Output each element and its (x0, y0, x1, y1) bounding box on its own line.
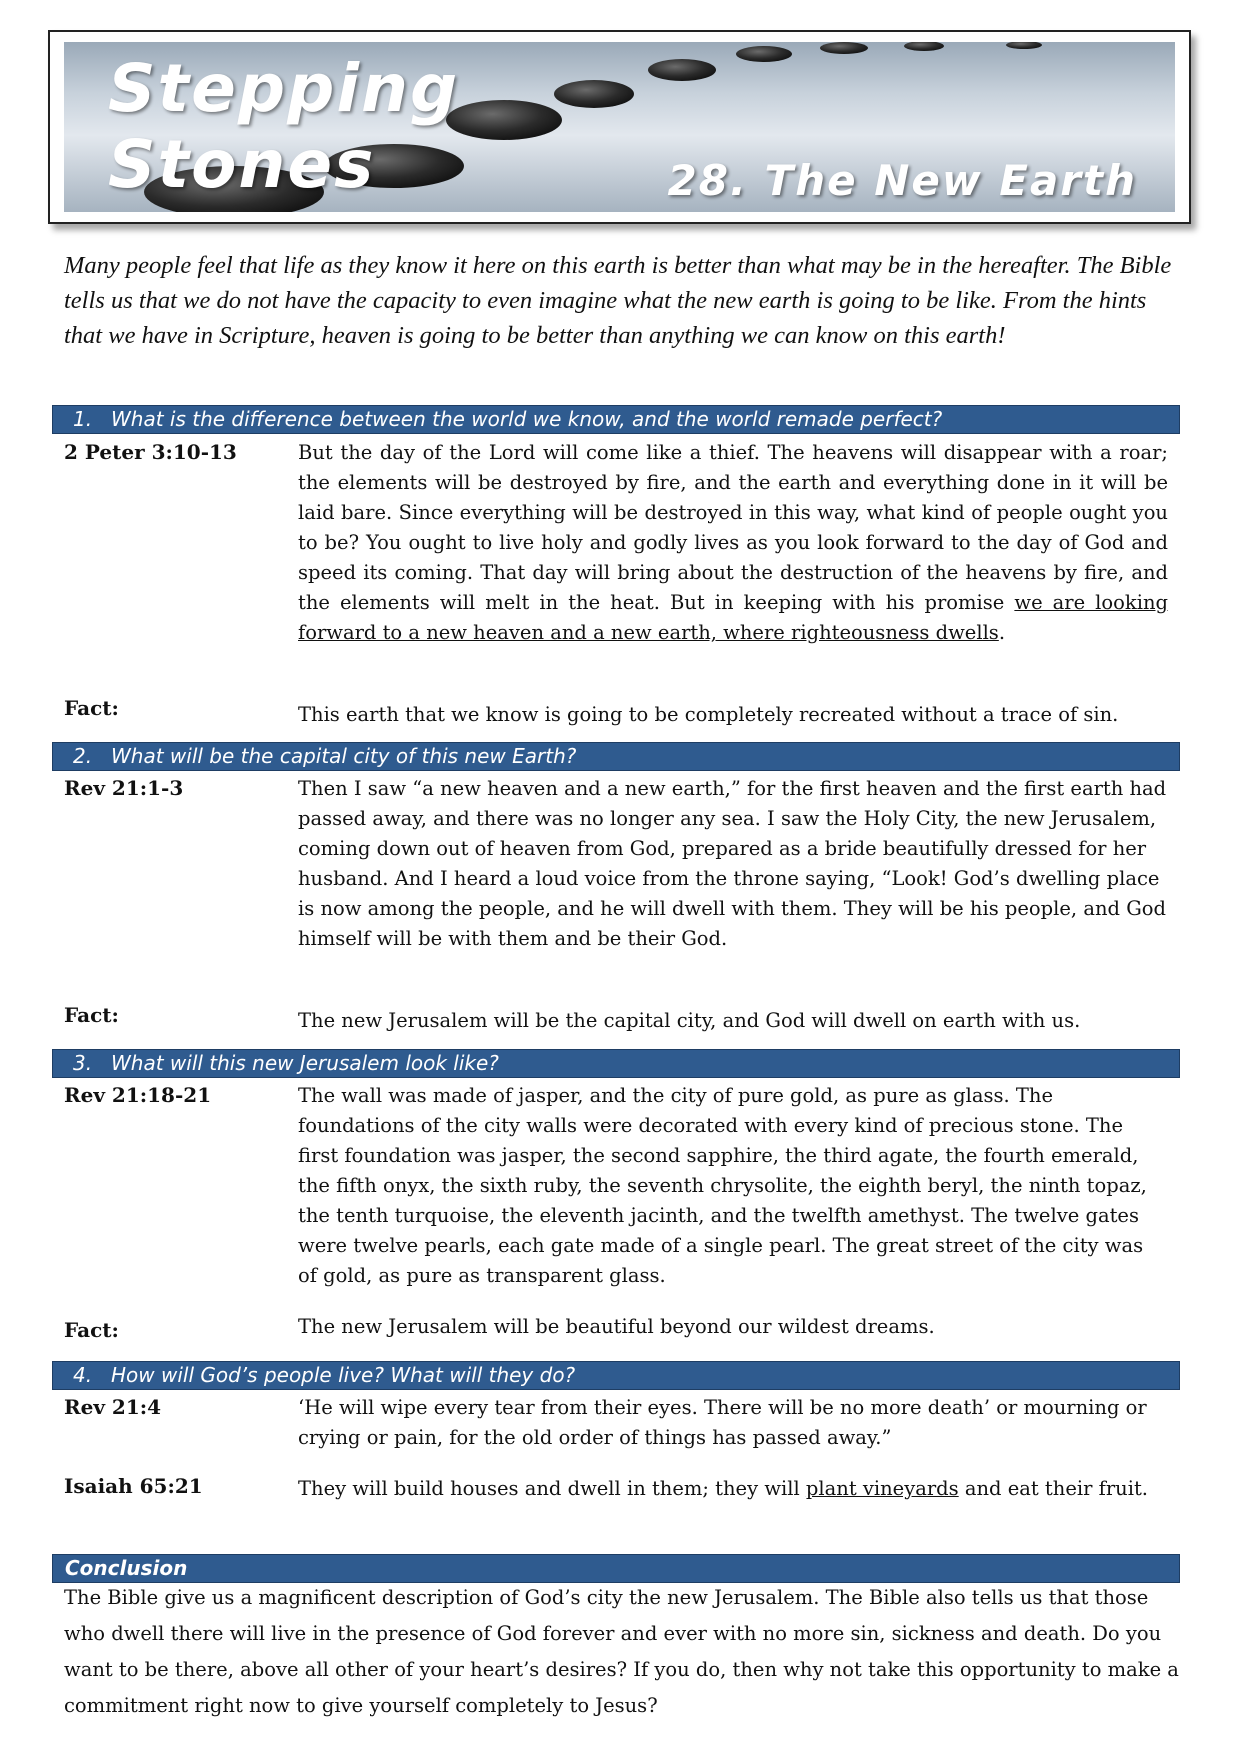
series-title-line1: Stepping (108, 50, 460, 127)
scripture-text-part: But the day of the Lord will come like a thief. The heavens will disappear with a roar; the elements will be destroyed by fire, and the earth and everything done in it will be laid bare. Since everything will be destroyed in this way, what kind of people ought you to be? You ought to live holy and godly lives as you look forward to the day of God and speed its coming. That day will bring about the destruction of the heavens by fire, and the elements will melt in the heat. But in keeping with his promise (298, 441, 1168, 614)
question-number: 3. (73, 1051, 93, 1075)
conclusion-text: The Bible give us a magnificent description of God’s city the new Jerusalem. The Bible also tells us that those who dwell there will live in the presence of God forever and ever with no more sin, sickness and death. Do you want to be there, above all other of your heart’s desires? If you do, then why not take this opportunity to make a commitment right now to give yourself completely to Jesus? (64, 1586, 1179, 1717)
question-2-bar (52, 742, 1180, 771)
scripture-text-part: . (998, 621, 1006, 644)
question-text: What will this new Jerusalem look like? (111, 1051, 499, 1075)
question-number: 2. (73, 744, 93, 768)
header-banner-frame (48, 30, 1191, 224)
fact-text: The new Jerusalem will be beautiful beyond our wildest dreams. (298, 1315, 935, 1338)
series-title-line2: Stones (108, 126, 376, 203)
question-number: 1. (73, 407, 93, 431)
fact-text: This earth that we know is going to be completely recreated without a trace of sin. (298, 703, 1119, 726)
fact-text: The new Jerusalem will be the capital city, and God will dwell on earth with us. (298, 1009, 1081, 1032)
scripture-reference: Isaiah 65:21 (64, 1474, 203, 1498)
underlined-phrase: we are looking forward to a new heaven and a new earth, where righteousness dwells (298, 591, 1168, 644)
scripture-reference: Rev 21:1-3 (64, 776, 184, 800)
fact-label: Fact: (64, 696, 119, 720)
scripture-text-part: They will build houses and dwell in them; they will (298, 1477, 806, 1500)
scripture-reference: Rev 21:18-21 (64, 1083, 212, 1107)
scripture-text (298, 1474, 1168, 1504)
scripture-text: Then I saw “a new heaven and a new earth,” for the first heaven and the first earth had passed away, and there was no longer any sea. I saw the Holy City, the new Jerusalem, coming down out of heaven from God, prepared as a bride beautifully dressed for her husband. And I heard a loud voice from the throne saying, “Look! God’s dwelling place is now among the people, and he will dwell with them. They will be his people, and God himself will be with them and be their God. (298, 777, 1167, 950)
question-3-bar (52, 1049, 1180, 1078)
question-number: 4. (73, 1363, 93, 1387)
header-banner (64, 42, 1175, 212)
fact-label: Fact: (64, 1318, 119, 1342)
scripture-reference: 2 Peter 3:10-13 (64, 440, 237, 464)
scripture-text: ‘He will wipe every tear from their eyes. There will be no more death’ or mourning or crying or pain, for the old order of things has passed away.” (298, 1396, 1147, 1449)
conclusion-bar: Conclusion (52, 1554, 1180, 1583)
question-1-bar (52, 405, 1180, 434)
scripture-text: The wall was made of jasper, and the city of pure gold, as pure as glass. The foundations of the city walls were decorated with every kind of precious stone. The first foundation was jasper, the second sapphire, the third agate, the fourth emerald, the fifth onyx, the sixth ruby, the seventh chrysolite, the eighth beryl, the ninth topaz, the tenth turquoise, the eleventh jacinth, and the twelfth amethyst. The twelve gates were twelve pearls, each gate made of a single pearl. The great street of the city was of gold, as pure as transparent glass. (298, 1084, 1147, 1287)
question-4-bar (52, 1361, 1180, 1390)
scripture-text (298, 438, 1168, 648)
question-text: How will God’s people live? What will they do? (111, 1363, 576, 1387)
question-text: What will be the capital city of this new Earth? (111, 744, 577, 768)
scripture-reference: Rev 21:4 (64, 1395, 162, 1419)
scripture-text-part: and eat their fruit. (958, 1477, 1148, 1500)
underlined-phrase: plant vineyards (805, 1477, 959, 1500)
fact-label: Fact: (64, 1003, 119, 1027)
lesson-title: 28. The New Earth (667, 156, 1137, 205)
intro-paragraph: Many people feel that life as they know it here on this earth is better than what may be in the hereafter. The Bible tells us that we do not have the capacity to even imagine what the new earth is going to be like. From the hints that we have in Scripture, heaven is going to be better than anything we can know on this earth! (64, 252, 1172, 349)
question-text: What is the difference between the world we know, and the world remade perfect? (111, 407, 943, 431)
